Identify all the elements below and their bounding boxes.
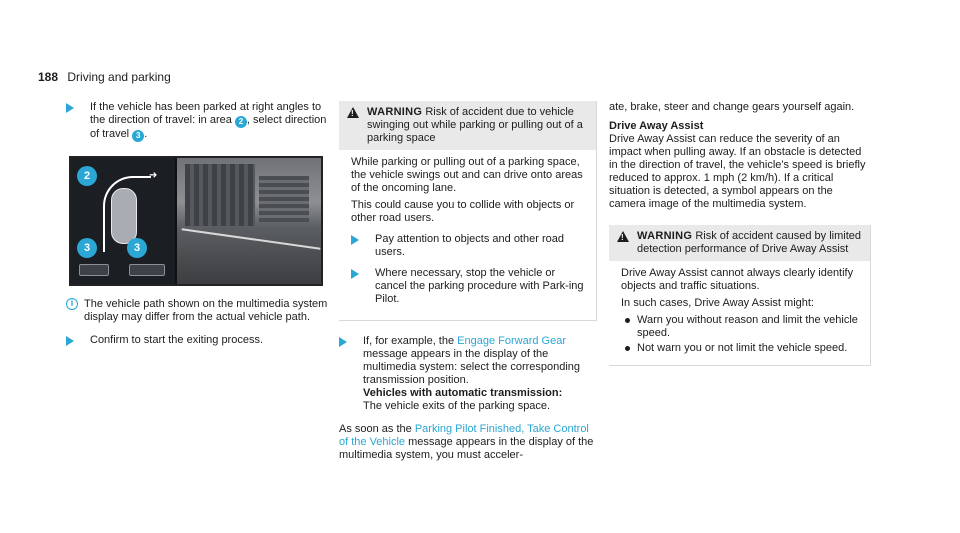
step-arrow-icon — [66, 336, 74, 346]
road-marking — [182, 228, 321, 249]
display-message-engage-gear: Engage Forward Gear — [457, 335, 566, 347]
badge-2: 2 — [235, 116, 247, 128]
paragraph-parking-finished: As soon as the Parking Pilot Finished, Take Control of the Vehicle message appears in the display of the multimedia system, you must acceler- — [339, 423, 594, 461]
warning-header: ! WARNING Risk of accident caused by limited detection performance of Drive Away Assist — [609, 225, 870, 261]
badge-3: 3 — [132, 130, 144, 142]
warning-step-2: Where necessary, stop the vehicle or cancel the parking procedure with Park-ing Pilot. — [351, 267, 588, 306]
screen-badge-3-left: 3 — [77, 238, 97, 258]
column-1 — [66, 101, 328, 357]
building-image — [185, 164, 255, 226]
multimedia-screen-image — [69, 156, 323, 286]
display-message-parking-finished: Parking Pilot Finished, Take Control of the Vehicle — [339, 423, 589, 448]
camera-view-panel — [177, 158, 323, 284]
direction-left-button[interactable] — [79, 264, 109, 276]
column-3 — [609, 101, 871, 378]
arrow-right-icon: ➜ — [149, 170, 158, 181]
warning-body: While parking or pulling out of a parking space, the vehicle swings out and can drive onto areas of the oncoming lane. This could cause you to collide with objects or other road users. Pay attention to objects and other road users. Where necessary, stop the vehicle or cancel the parking procedure with Park-ing Pilot. — [339, 150, 596, 320]
direction-right-button[interactable] — [129, 264, 165, 276]
warning-step-1: Pay attention to objects and other road users. — [351, 233, 588, 259]
car-icon — [111, 188, 137, 244]
paragraph-drive-away-assist: Drive Away Assist can reduce the severity of an impact when pulling away. If an obstacle is detected in the direction of travel, the vehicle's speed is briefly reduced to approx. 1 mph (2 km/h). If a critical situation is detected, a symbol appears on the camera image of the multimedia system. — [609, 133, 866, 210]
screen-badge-2: 2 — [77, 166, 97, 186]
warning-header: ! WARNING Risk of accident due to vehicle swinging out while parking or pulling out of a parking space — [339, 101, 596, 150]
step-arrow-icon — [351, 269, 359, 279]
warning-triangle-icon — [617, 231, 629, 242]
step-arrow-icon — [351, 235, 359, 245]
building-image-2 — [259, 176, 309, 222]
warning-triangle-icon — [347, 107, 359, 118]
step-arrow-icon — [339, 337, 347, 347]
warning-box-swinging-out — [339, 101, 597, 321]
info-icon: i — [66, 298, 78, 310]
warning-body: Drive Away Assist cannot always clearly identify objects and traffic situations. In such cases, Drive Away Assist might: Warn you without reason and limit the vehicle speed. Not warn you or not limit the vehicle speed. — [609, 261, 870, 365]
info-note: i The vehicle path shown on the multimedia system display may differ from the actual vehicle path. — [66, 298, 328, 324]
step-arrow-icon — [66, 103, 74, 113]
paragraph-continued: ate, brake, steer and change gears yourself again. — [609, 101, 855, 113]
step-confirm: Confirm to start the exiting process. — [66, 334, 328, 347]
bullet-item: Warn you without reason and limit the vehicle speed. — [621, 314, 862, 340]
warning-box-drive-away-assist — [609, 225, 871, 366]
step-select-direction: If the vehicle has been parked at right angles to the direction of travel: in area 2 , select direction of travel 3 . — [66, 101, 328, 142]
page-number: 188 — [38, 70, 59, 84]
column-2 — [339, 101, 597, 468]
heading-drive-away-assist: Drive Away Assist — [609, 120, 704, 132]
page-header — [38, 71, 171, 84]
vehicle-view-panel — [71, 158, 175, 284]
screen-badge-3-right: 3 — [127, 238, 147, 258]
bullet-item: Not warn you or not limit the vehicle speed. — [621, 342, 862, 355]
section-title: Driving and parking — [67, 70, 171, 84]
step-engage-gear: If, for example, the Engage Forward Gear message appears in the display of the multimedia system: select the corresponding transmission position. Vehicles with automatic transmission: The vehicle exits of the parking space. — [339, 335, 597, 413]
